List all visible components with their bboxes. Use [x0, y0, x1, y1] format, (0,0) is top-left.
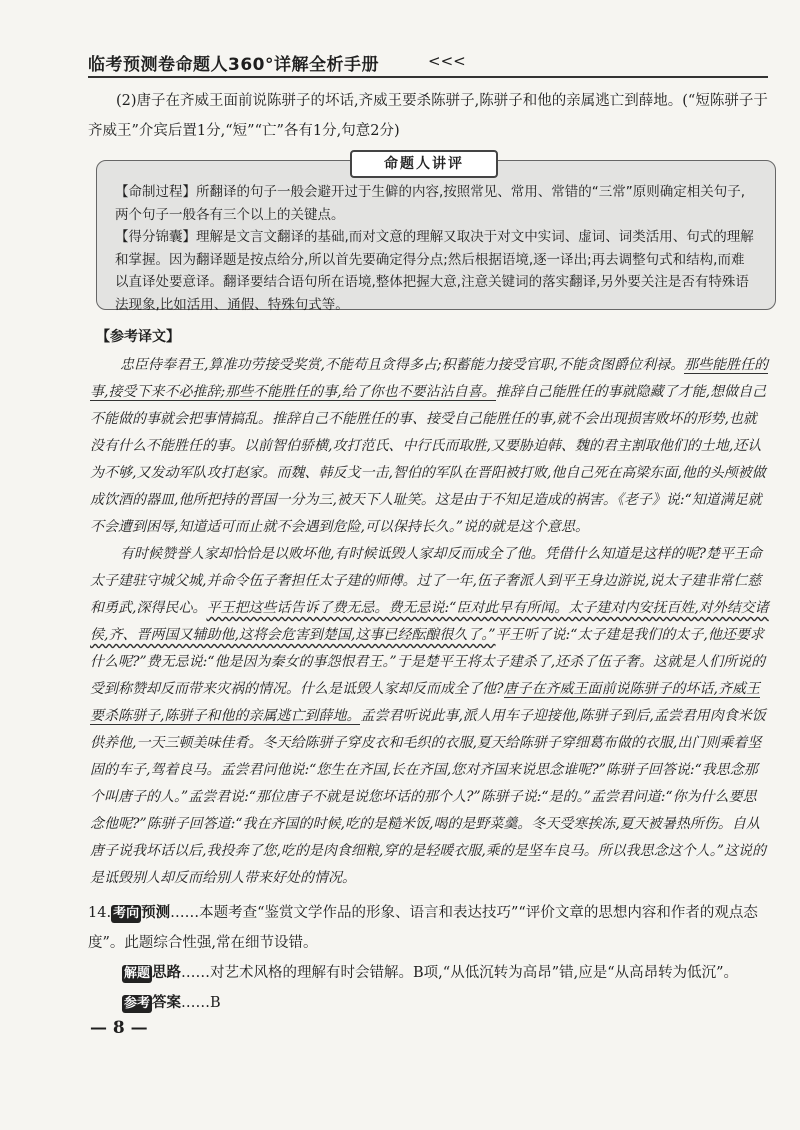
translation-text: 孟尝君听说此事,派人用车子迎接他,陈骈子到后,孟尝君用肉食米饭供养他,一天三顿美味佳肴。冬天给陈骈子穿皮衣和毛织的衣服,夏天给陈骈子穿细葛布做的衣服,出门则乘着坚固的车子,驾着良马。孟尝君问他说:“您生在齐国,长在齐国,您对齐国来说思念谁呢?”陈骈子回答说:“我思念那个叫唐子的人。”孟尝君说:“那位唐子不就是说您坏话的那个人?”陈骈子说:“是的。”孟尝君问道:“你为什么要思念他呢?”陈骈子回答道:“我在齐国的时候,吃的是糙米饭,喝的是野菜羹。冬天受寒挨冻,夏天被暑热所伤。自从唐子说我坏话以后,我投奔了您,吃的是肉食细粮,穿的是轻暖衣服,乘的是坚车良马。所以我思念这个人。”这说的是诋毁别人却反而给别人带来好处的情况。	[90, 708, 766, 886]
q14-text: ……本题考查“鉴赏文学作品的形象、语言和表达技巧”“评价文章的思想内容和作者的观点态度”。此题综合性强,常在细节设错。	[88, 905, 758, 951]
translation-para-2	[90, 541, 770, 892]
wavy-underlined-sentence: 平王把这些话告诉了费无忌。费无忌说:“臣对此早有所闻。太子建对内安抚百姓,对外结交诸侯,齐、晋两国又辅助他,这将会危害到楚国,这事已经酝酿很久了。”	[90, 600, 769, 643]
translation-text: 推辞自己能胜任的事就隐藏了才能,想做自己不能做的事就会把事情搞乱。推辞自己不能胜任的事、接受自己能胜任的事,就不会出现损害败坏的形势,也就没有什么不能胜任的事。以前智伯骄横,攻打范氏、中行氏而取胜,又要胁迫韩、魏的君主割取他们的土地,还认为不够,又发动军队攻打赵家。而魏、韩反戈一击,智伯的军队在晋阳被打败,他自己死在高梁东面,他的头颅被做成饮酒的器皿,他所把持的晋国一分为三,被天下人耻笑。这是由于不知足造成的祸害。《老子》说:“知道满足就不会遭到困辱,知道适可而止就不会遇到危险,可以保持长久。”说的就是这个意思。	[90, 384, 767, 535]
commentary-para-2	[115, 226, 757, 316]
underlined-sentence: 那些能胜任的事,接受下来不必推辞;那些不能胜任的事,给了你也不要沾沾自喜。	[90, 357, 769, 400]
reference-translation	[90, 352, 770, 892]
underlined-sentence: 唐子在齐威王面前说陈骈子的坏话,齐威王要杀陈骈子,陈骈子和他的亲属逃亡到薛地。	[90, 681, 760, 724]
tag-jieti: 解题	[124, 966, 151, 981]
q14-solution	[88, 958, 778, 988]
q14-prediction	[88, 898, 778, 958]
translation-text: 有时候赞誉人家却恰恰是以败坏他,有时候诋毁人家却反而成全了他。凭借什么知道是这样的呢?楚平王命太子建驻守城父城,并命令伍子奢担任太子建的师傅。过了一年,伍子奢派人到平王身边游说,说太子建非常仁慈和勇武,深得民心。	[90, 546, 762, 616]
commentary-badge: 命题人讲评	[350, 150, 498, 178]
commentary-text-1: 所翻译的句子一般会避开过于生僻的内容,按照常见、常用、常错的“三常”原则确定相关句子,两个句子一般各有三个以上的关键点。	[115, 184, 746, 223]
tag-kaoxiang: 考向	[113, 906, 140, 921]
tag-suffix: 思路	[152, 965, 182, 981]
commentary-text-2: 理解是文言文翻译的基础,而对文意的理解又取决于对文中实词、虚词、词类活用、句式的理解和掌握。因为翻译题是按点给分,所以首先要确定得分点;然后根据语境,逐一译出;再去调整句式和结构,而难以直译处要意译。翻译要结合语句所在语境,整体把握大意,注意关键词的落实翻译,另外要关注是否有特殊语法现象,比如活用、通假、特殊句式等。	[115, 229, 754, 313]
tag-cankao: 参考	[124, 996, 151, 1011]
question-number: 14.	[88, 905, 112, 921]
translation-para-1	[90, 352, 770, 541]
translation-text: 平王听了说:“太子建是我们的太子,他还要求什么呢?”费无忌说:“他是因为秦女的事怨恨君王。”于是楚平王将太子建杀了,还杀了伍子奢。这就是人们所说的受到称赞却反而带来灾祸的情况。什么是诋毁人家却反而成全了他?	[90, 627, 766, 697]
q14-text: ……对艺术风格的理解有时会错解。B项,“从低沉转为高昂”错,应是“从高昂转为低沉”。	[181, 965, 739, 981]
commentary-para-1	[115, 181, 757, 226]
q14-text: ……B	[181, 995, 221, 1011]
book-title: 临考预测卷命题人360°详解全析手册	[88, 55, 379, 75]
header-arrows: <<<	[428, 52, 466, 70]
page-number: — 8 —	[90, 1018, 148, 1038]
page-header	[88, 46, 768, 78]
commentary-label-1: 【命制过程】	[115, 184, 196, 200]
tag-suffix: 答案	[152, 995, 182, 1011]
question-14	[88, 898, 778, 1018]
reference-label: 【参考译文】	[96, 329, 180, 345]
q14-answer	[88, 988, 778, 1018]
commentary-label-2: 【得分锦囊】	[115, 229, 196, 245]
tag-suffix: 预测	[141, 905, 171, 921]
commentary-box	[96, 160, 776, 313]
translation-text: 忠臣侍奉君王,算准功劳接受奖赏,不能苟且贪得多占;积蓄能力接受官职,不能贪图爵位利禄。	[120, 357, 685, 373]
answer-2-text: (2)唐子在齐威王面前说陈骈子的坏话,齐威王要杀陈骈子,陈骈子和他的亲属逃亡到薛地。(“短陈骈子于齐威王”介宾后置1分,“短”“亡”各有1分,句意2分)	[88, 93, 768, 139]
